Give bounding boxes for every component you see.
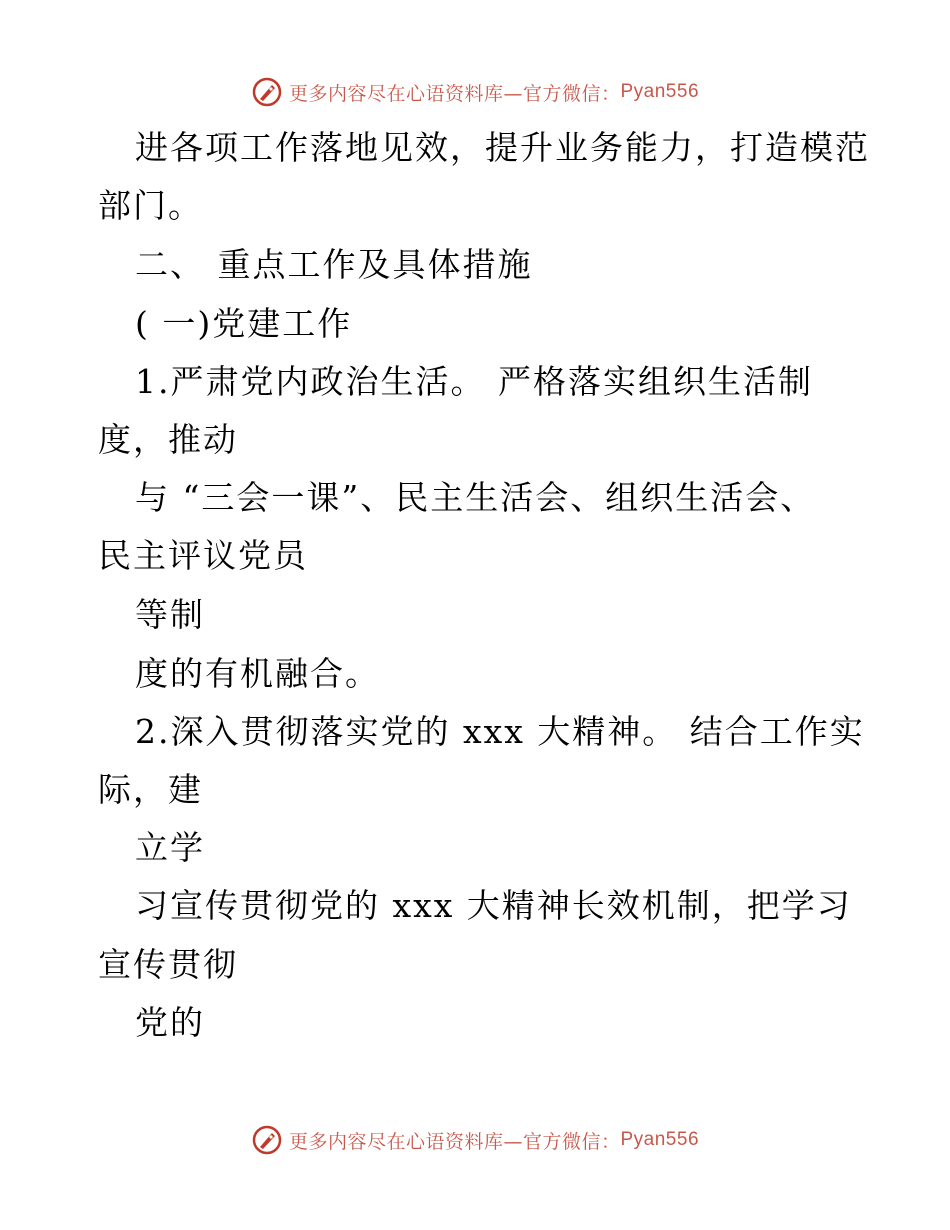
pen-nib-icon	[251, 76, 283, 108]
text-line: 与 “三会一课”、民主生活会、组织生活会、	[135, 478, 816, 517]
watermark-wechat-id: Pyan556	[620, 1129, 700, 1150]
footer-watermark	[0, 1120, 950, 1160]
text-line: 进各项工作落地见效，提升业务能力，打造模范	[135, 128, 870, 167]
section-heading: 二、 重点工作及具体措施	[135, 245, 533, 284]
text-line: 际，建	[98, 770, 203, 809]
watermark-text: 更多内容尽在心语资料库—官方微信：	[288, 1130, 621, 1153]
watermark-text: 更多内容尽在心语资料库—官方微信：	[288, 82, 621, 105]
text-line: 习宣传贯彻党的 xxx 大精神长效机制，把学习	[135, 886, 852, 925]
text-line: 等制	[135, 595, 205, 634]
subsection-heading: ( 一)党建工作	[135, 304, 353, 343]
text-line: 度，推动	[98, 420, 238, 459]
pen-nib-icon	[251, 1124, 283, 1156]
text-line: 民主评议党员	[98, 536, 308, 575]
text-line: 2.深入贯彻落实党的 xxx 大精神。 结合工作实	[135, 712, 865, 751]
text-line: 部门。	[98, 186, 203, 225]
text-line: 1.严肃党内政治生活。 严格落实组织生活制	[135, 362, 813, 401]
text-line: 党的	[135, 1003, 205, 1042]
text-line: 度的有机融合。	[135, 654, 380, 693]
watermark-wechat-id: Pyan556	[620, 81, 700, 102]
header-watermark	[0, 72, 950, 112]
text-line: 立学	[135, 828, 205, 867]
text-line: 宣传贯彻	[98, 945, 238, 984]
